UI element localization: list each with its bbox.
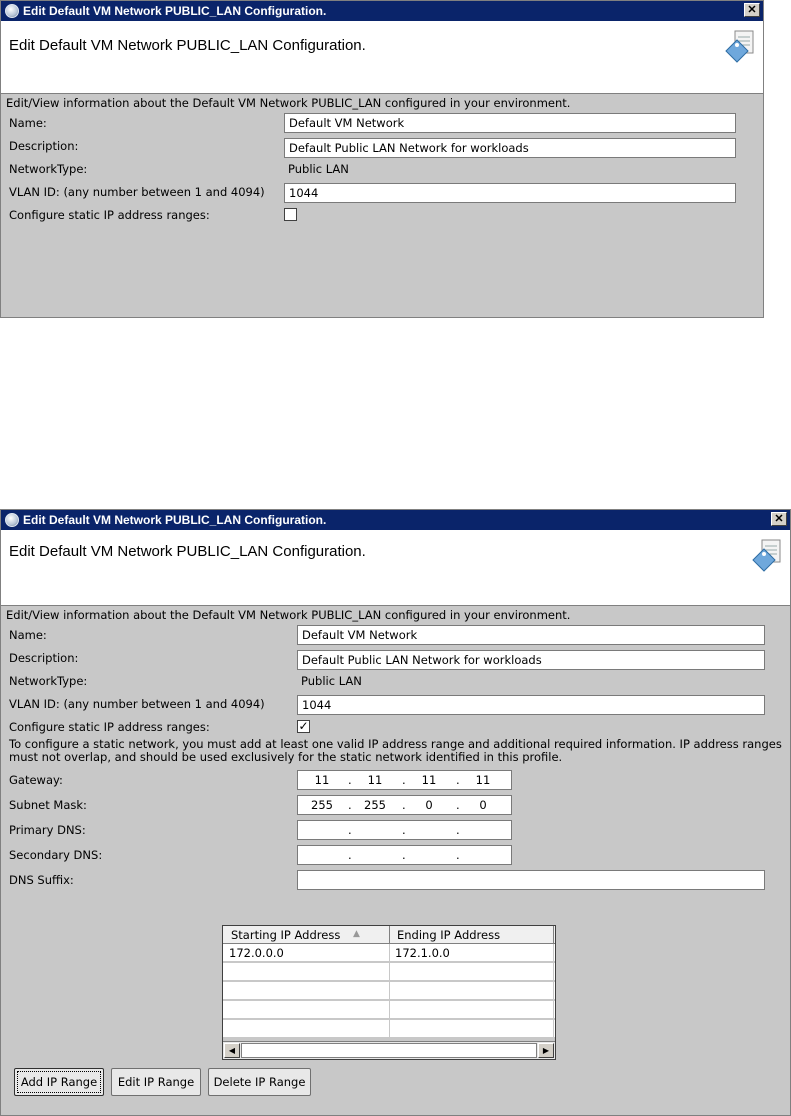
close-button[interactable] [771, 512, 787, 526]
scroll-right-button[interactable] [538, 1043, 554, 1058]
title-bar[interactable] [1, 1, 763, 21]
description-label: Description: [9, 139, 79, 153]
primary-dns-label: Primary DNS: [9, 823, 86, 837]
ip-dot: . [348, 823, 352, 837]
window-title: Edit Default VM Network PUBLIC_LAN Configuration. [23, 513, 327, 527]
cell-start-ip: 172.0.0.0 [229, 946, 284, 960]
vlan-row [1, 692, 790, 715]
sort-asc-icon: ▲ [353, 929, 360, 939]
cell-end-ip: 172.1.0.0 [395, 946, 450, 960]
gateway-label: Gateway: [9, 773, 63, 787]
gateway-octet-2[interactable]: 11 [367, 773, 383, 787]
network-type-row [1, 669, 790, 692]
dialog-checked [0, 509, 791, 1116]
ip-dot: . [348, 848, 352, 862]
network-type-row [1, 157, 763, 180]
header-divider [553, 926, 554, 944]
ip-dot: . [348, 798, 352, 812]
static-network-note [1, 738, 790, 768]
dialog-unchecked [0, 0, 764, 318]
close-icon: ✕ [747, 4, 757, 16]
scroll-left-button[interactable] [224, 1043, 240, 1058]
static-ip-label: Configure static IP address ranges: [9, 208, 210, 222]
name-label: Name: [9, 116, 47, 130]
description-input[interactable]: Default Public LAN Network for workloads [284, 138, 736, 158]
horizontal-scrollbar[interactable] [223, 1041, 555, 1059]
vlan-row [1, 180, 763, 203]
delete-ip-range-button[interactable]: Delete IP Range [208, 1068, 311, 1096]
window-title: Edit Default VM Network PUBLIC_LAN Configuration. [23, 4, 327, 18]
description-row [1, 134, 763, 157]
static-ip-checkbox[interactable] [284, 208, 297, 221]
edit-ip-range-button[interactable]: Edit IP Range [111, 1068, 201, 1096]
name-row [1, 623, 790, 646]
name-row [1, 111, 763, 134]
vlan-label: VLAN ID: (any number between 1 and 4094) [9, 185, 265, 199]
static-ip-row [1, 203, 763, 226]
globe-icon [5, 513, 19, 527]
network-tag-icon [750, 538, 784, 572]
ip-dot: . [456, 773, 460, 787]
dns-suffix-label: DNS Suffix: [9, 873, 74, 887]
ip-dot: . [402, 798, 406, 812]
name-input[interactable]: Default VM Network [284, 113, 736, 133]
subnet-octet-2[interactable]: 255 [364, 798, 386, 812]
vlan-input[interactable]: 1044 [297, 695, 765, 715]
note-line-2: must not overlap, and should be used exclusively for the static network identified in this profile. [9, 750, 563, 764]
primary-dns-input[interactable] [297, 820, 512, 840]
col-ending-ip[interactable]: Ending IP Address [397, 928, 501, 942]
title-bar[interactable] [1, 510, 790, 530]
table-header [223, 926, 555, 944]
close-button[interactable] [744, 3, 760, 17]
network-tag-icon [723, 29, 757, 63]
ip-dot: . [456, 823, 460, 837]
subnet-ip-input[interactable] [297, 795, 512, 815]
gateway-ip-input[interactable] [297, 770, 512, 790]
ip-dot: . [456, 798, 460, 812]
header-title: Edit Default VM Network PUBLIC_LAN Configuration. [9, 37, 366, 54]
secondary-dns-label: Secondary DNS: [9, 848, 103, 862]
arrow-right-icon: ▶ [542, 1046, 550, 1055]
gateway-octet-1[interactable]: 11 [314, 773, 330, 787]
ip-dot: . [402, 823, 406, 837]
scroll-track[interactable] [241, 1043, 537, 1058]
ip-range-table[interactable] [222, 925, 556, 1060]
description-label: Description: [9, 651, 79, 665]
note-line-1: To configure a static network, you must add at least one valid IP address range and additional required information. IP address ranges [9, 737, 782, 751]
static-ip-checkbox[interactable]: ✓ [298, 719, 309, 733]
close-icon: ✕ [774, 513, 784, 525]
subnet-label: Subnet Mask: [9, 798, 87, 812]
add-ip-range-button[interactable]: Add IP Range [14, 1068, 104, 1096]
network-type-value: Public LAN [301, 674, 362, 688]
gateway-octet-3[interactable]: 11 [421, 773, 437, 787]
vlan-label: VLAN ID: (any number between 1 and 4094) [9, 697, 265, 711]
subnet-octet-4[interactable]: 0 [479, 798, 487, 812]
intro-text: Edit/View information about the Default VM Network PUBLIC_LAN configured in your environment. [6, 96, 571, 110]
static-ip-label: Configure static IP address ranges: [9, 720, 210, 734]
subnet-octet-1[interactable]: 255 [311, 798, 333, 812]
arrow-left-icon: ◀ [228, 1046, 236, 1055]
ip-dot: . [456, 848, 460, 862]
gateway-row [1, 768, 790, 793]
secondary-dns-row [1, 843, 790, 868]
primary-dns-row [1, 818, 790, 843]
network-type-label: NetworkType: [9, 162, 88, 176]
header-title: Edit Default VM Network PUBLIC_LAN Configuration. [9, 543, 366, 560]
dns-suffix-row [1, 868, 790, 893]
ip-dot: . [402, 773, 406, 787]
description-input[interactable]: Default Public LAN Network for workloads [297, 650, 765, 670]
dialog-header [1, 21, 763, 94]
dialog-header [1, 530, 790, 606]
dns-suffix-input[interactable] [297, 870, 765, 890]
network-type-value: Public LAN [288, 162, 349, 176]
ip-dot: . [348, 773, 352, 787]
col-starting-ip[interactable]: Starting IP Address [231, 928, 341, 942]
secondary-dns-input[interactable] [297, 845, 512, 865]
description-row [1, 646, 790, 669]
header-divider [389, 926, 390, 944]
table-body [223, 944, 555, 1041]
name-label: Name: [9, 628, 47, 642]
static-ip-row [1, 715, 790, 738]
ip-dot: . [402, 848, 406, 862]
subnet-octet-3[interactable]: 0 [425, 798, 433, 812]
gateway-octet-4[interactable]: 11 [475, 773, 491, 787]
intro-text: Edit/View information about the Default VM Network PUBLIC_LAN configured in your environment. [6, 608, 571, 622]
subnet-row [1, 793, 790, 818]
network-type-label: NetworkType: [9, 674, 88, 688]
vlan-input[interactable]: 1044 [284, 183, 736, 203]
globe-icon [5, 4, 19, 18]
name-input[interactable]: Default VM Network [297, 625, 765, 645]
